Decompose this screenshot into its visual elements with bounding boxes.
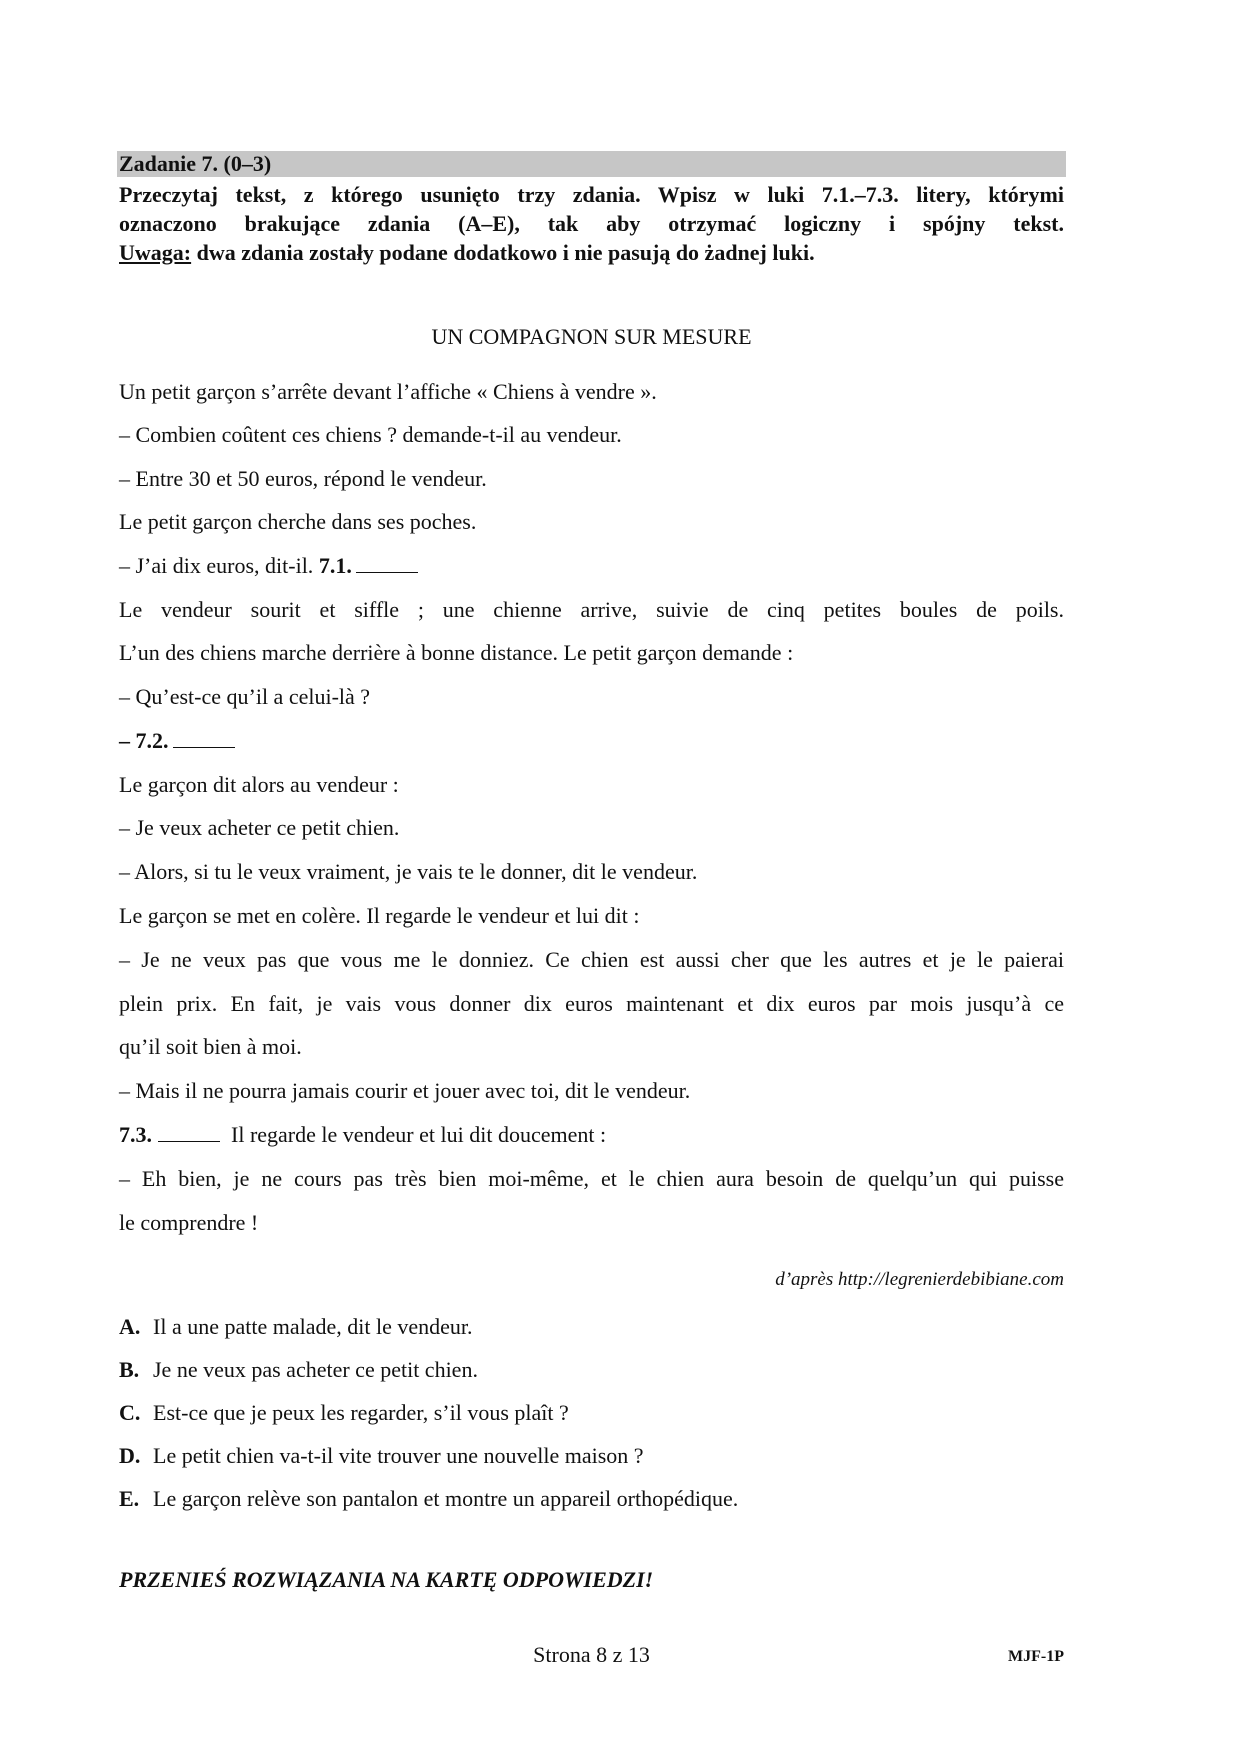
answer-blank-7-2 xyxy=(173,729,235,748)
story-line: plein prix. En fait, je vais vous donner dix euros maintenant et dix euros par mois jusqu’à ce xyxy=(119,991,1064,1016)
story-line-gap-7-3 xyxy=(119,1121,606,1149)
story-line: Le garçon se met en colère. Il regarde le vendeur et lui dit : xyxy=(119,903,640,928)
story-line-text: Il regarde le vendeur et lui dit doucement : xyxy=(225,1122,607,1147)
option-e xyxy=(119,1485,738,1513)
gap-label-7-1: 7.1. xyxy=(318,553,352,578)
story-line-gap-7-2 xyxy=(119,727,235,755)
story-line: qu’il soit bien à moi. xyxy=(119,1034,302,1059)
task-title: Zadanie 7. (0–3) xyxy=(119,151,272,176)
story-line: L’un des chiens marche derrière à bonne distance. Le petit garçon demande : xyxy=(119,640,794,665)
instruction-note xyxy=(119,238,1064,267)
task-instructions xyxy=(119,180,1064,267)
answer-blank-7-1 xyxy=(356,554,418,573)
exam-code: MJF-1P xyxy=(1008,1648,1064,1665)
story-line-text: – J’ai dix euros, dit-il. xyxy=(119,553,319,578)
option-letter: B. xyxy=(119,1357,140,1382)
instruction-line-2: oznaczono brakujące zdania (A–E), tak aby otrzymać logiczny i spójny tekst. xyxy=(119,211,1064,236)
option-text: Je ne veux pas acheter ce petit chien. xyxy=(153,1357,478,1382)
story-line: – Eh bien, je ne cours pas très bien moi-même, et le chien aura besoin de quelqu’un qui puisse xyxy=(119,1166,1064,1191)
story-line: Le garçon dit alors au vendeur : xyxy=(119,772,399,797)
option-text: Le garçon relève son pantalon et montre un appareil orthopédique. xyxy=(153,1486,739,1511)
instruction-note-text: dwa zdania zostały podane dodatkowo i nie pasują do żadnej luki. xyxy=(191,240,815,265)
option-letter: E. xyxy=(119,1486,140,1511)
option-a xyxy=(119,1313,472,1341)
option-text: Le petit chien va-t-il vite trouver une nouvelle maison ? xyxy=(153,1443,644,1468)
option-text: Est-ce que je peux les regarder, s’il vous plaît ? xyxy=(153,1400,569,1425)
option-text: Il a une patte malade, dit le vendeur. xyxy=(153,1314,473,1339)
gap-label-7-2: 7.2. xyxy=(135,728,169,753)
story-line-gap-7-1 xyxy=(119,552,418,580)
story-line: – Entre 30 et 50 euros, répond le vendeur. xyxy=(119,466,487,491)
answer-blank-7-3 xyxy=(158,1123,220,1142)
option-letter: C. xyxy=(119,1400,141,1425)
option-b xyxy=(119,1356,478,1384)
story-line: – Alors, si tu le veux vraiment, je vais te le donner, dit le vendeur. xyxy=(119,859,698,884)
story-line-text: – xyxy=(119,728,136,753)
gap-label-7-3: 7.3. xyxy=(119,1122,152,1147)
story-line: Un petit garçon s’arrête devant l’affiche « Chiens à vendre ». xyxy=(119,379,657,404)
story-line: Le petit garçon cherche dans ses poches. xyxy=(119,509,477,534)
option-d xyxy=(119,1442,644,1470)
option-letter: D. xyxy=(119,1443,141,1468)
story-line: Le vendeur sourit et siffle ; une chienne arrive, suivie de cinq petites boules de poils. xyxy=(119,597,1064,622)
instruction-line-1: Przeczytaj tekst, z którego usunięto trzy zdania. Wpisz w luki 7.1.–7.3. litery, którymi xyxy=(119,182,1064,207)
option-c xyxy=(119,1399,569,1427)
story-line: le comprendre ! xyxy=(119,1210,259,1235)
story-line: – Je ne veux pas que vous me le donniez. Ce chien est aussi cher que les autres et je le paierai xyxy=(119,947,1064,972)
story-line: – Je veux acheter ce petit chien. xyxy=(119,815,400,840)
story-source: d’après http://legrenierdebibiane.com xyxy=(775,1269,1064,1290)
option-letter: A. xyxy=(119,1314,141,1339)
story-line: – Mais il ne pourra jamais courir et jouer avec toi, dit le vendeur. xyxy=(119,1078,691,1103)
page-number: Strona 8 z 13 xyxy=(533,1642,650,1667)
story-line: – Qu’est-ce qu’il a celui-là ? xyxy=(119,684,371,709)
transfer-answers-note: PRZENIEŚ ROZWIĄZANIA NA KARTĘ ODPOWIEDZI! xyxy=(119,1567,654,1592)
story-line: – Combien coûtent ces chiens ? demande-t-il au vendeur. xyxy=(119,422,622,447)
story-title: UN COMPAGNON SUR MESURE xyxy=(431,324,752,349)
instruction-note-label: Uwaga: xyxy=(119,240,192,265)
